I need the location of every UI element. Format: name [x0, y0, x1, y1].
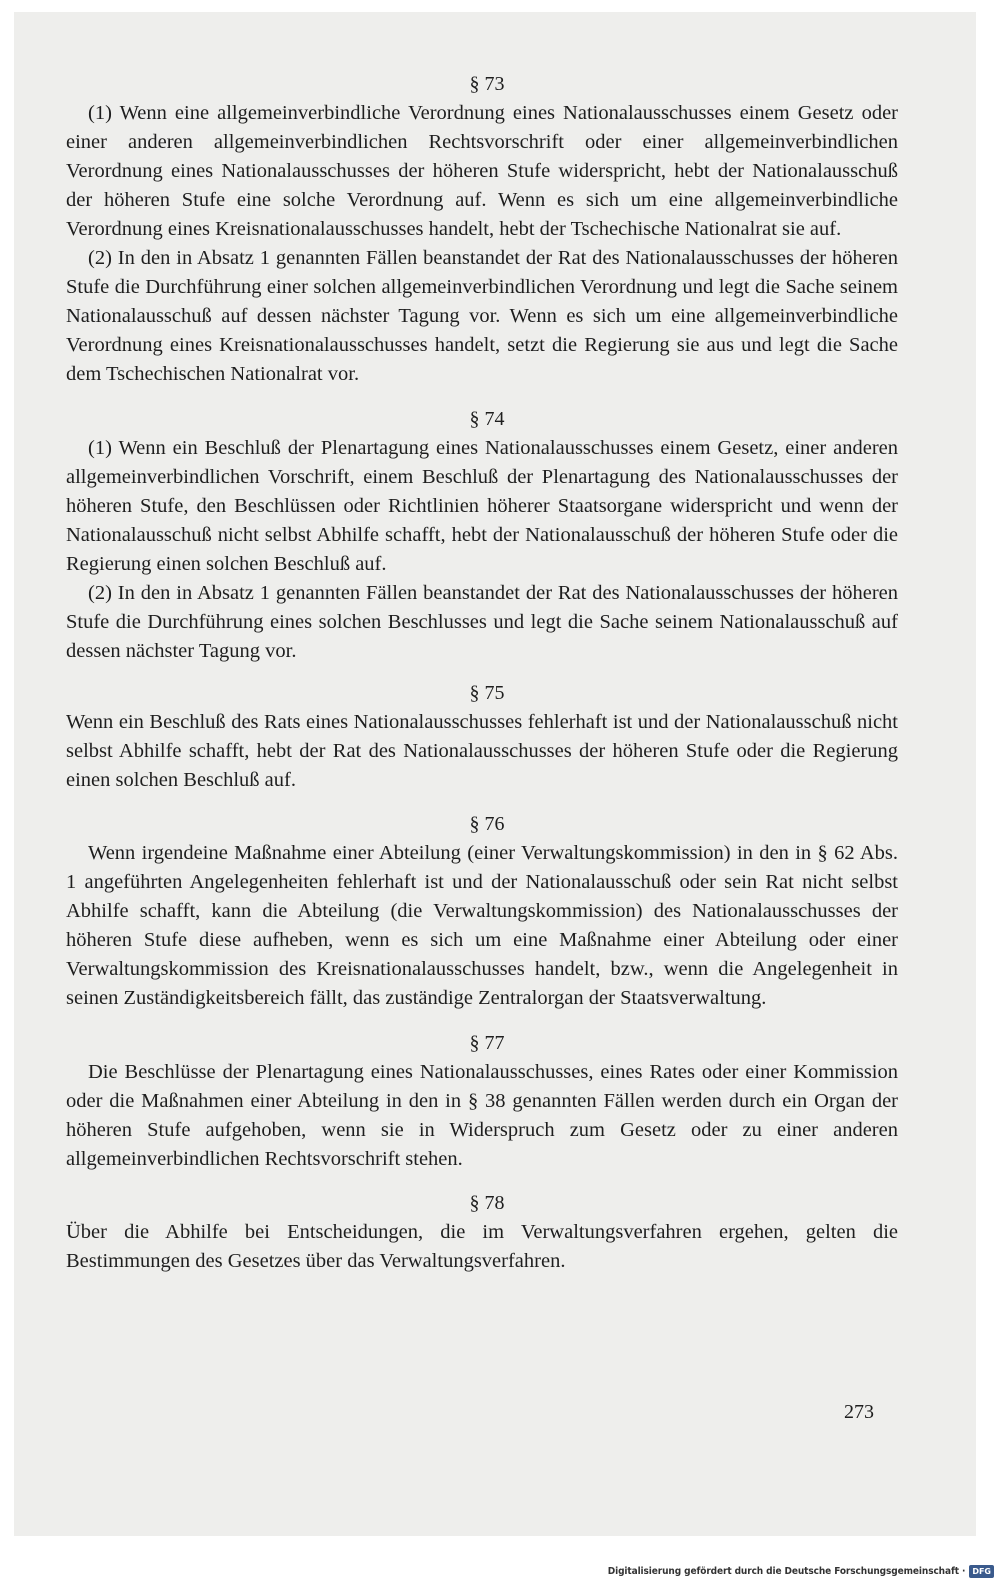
- scanned-page: [14, 12, 976, 1536]
- section-73-paragraph-1: (1) Wenn eine allgemeinverbindliche Verordnung eines Nationalausschusses einem Gesetz oder einer anderen allgemeinverbindlichen Rechtsvorschrift oder einer allgemeinverbindlichen Verordnung eines Nationalausschusses der höheren Stufe widerspricht, hebt der Nationalausschuß der höheren Stufe eine solche Verordnung auf. Wenn es sich um eine allgemeinverbindliche Verordnung eines Kreisnationalausschusses handelt, hebt der Tschechische Nationalrat sie auf.: [66, 102, 898, 240]
- digitization-footer: [608, 1565, 994, 1578]
- section-heading-76: § 76: [469, 813, 505, 835]
- section-heading-75: § 75: [469, 682, 505, 704]
- dfg-logo-icon: DFG: [969, 1565, 994, 1578]
- section-76: [66, 810, 898, 1013]
- section-74-paragraph-1: (1) Wenn ein Beschluß der Plenartagung eines Nationalausschusses einem Gesetz, einer anderen allgemeinverbindlichen Vorschrift, einem Beschluß der Plenartagung des Nationalausschusses der höheren Stufe, den Beschlüssen oder Richtlinien höherer Staatsorgane widerspricht und wenn der Nationalausschuß nicht selbst Abhilfe schafft, hebt der Nationalausschuß der höheren Stufe oder die Regierung einen solchen Beschluß auf.: [66, 437, 898, 575]
- section-heading-73: § 73: [469, 73, 505, 95]
- page-body: [66, 70, 898, 1276]
- section-75: [66, 679, 898, 795]
- section-78: [66, 1189, 898, 1276]
- section-heading-77: § 77: [469, 1032, 505, 1054]
- funding-credit: Digitalisierung gefördert durch die Deutsche Forschungsgemeinschaft ·: [607, 1566, 966, 1577]
- section-73: [66, 70, 898, 389]
- section-74: [66, 405, 898, 666]
- section-76-paragraph-1: Wenn irgendeine Maßnahme einer Abteilung (einer Verwaltungskommission) in den in § 62 Abs. 1 angeführten Angelegenheiten fehlerhaft ist und der Nationalausschuß oder sein Rat nicht selbst Abhilfe schafft, kann die Abteilung (die Verwaltungskommission) des Nationalausschusses der höheren Stufe diese aufheben, wenn es sich um eine Maßnahme einer Abteilung oder einer Verwaltungskommission des Kreisnationalausschusses handelt, bzw., wenn die Angelegenheit in seinen Zuständigkeitsbereich fällt, das zuständige Zentralorgan der Staatsverwaltung.: [66, 842, 898, 1009]
- section-74-paragraph-2: (2) In den in Absatz 1 genannten Fällen beanstandet der Rat des Nationalausschusses der höheren Stufe die Durchführung eines solchen Beschlusses und legt die Sache seinem Nationalausschuß auf dessen nächster Tagung vor.: [66, 582, 898, 662]
- section-heading-78: § 78: [469, 1192, 505, 1214]
- page-number: 273: [844, 1401, 874, 1423]
- section-75-paragraph-1: Wenn ein Beschluß des Rats eines Nationalausschusses fehlerhaft ist und der Nationalausschuß nicht selbst Abhilfe schafft, hebt der Rat des Nationalausschusses der höheren Stufe oder die Regierung einen solchen Beschluß auf.: [66, 711, 898, 791]
- section-heading-74: § 74: [469, 408, 505, 430]
- section-77: [66, 1029, 898, 1174]
- section-73-paragraph-2: (2) In den in Absatz 1 genannten Fällen beanstandet der Rat des Nationalausschusses der höheren Stufe die Durchführung einer solchen allgemeinverbindlichen Verordnung und legt die Sache seinem Nationalausschuß auf dessen nächster Tagung vor. Wenn es sich um eine allgemeinverbindliche Verordnung eines Kreisnationalausschusses handelt, setzt die Regierung sie aus und legt die Sache dem Tschechischen Nationalrat vor.: [66, 247, 898, 385]
- section-78-paragraph-1: Über die Abhilfe bei Entscheidungen, die im Verwaltungsverfahren ergehen, gelten die Bestimmungen des Gesetzes über das Verwaltungsverfahren.: [66, 1221, 898, 1272]
- section-77-paragraph-1: Die Beschlüsse der Plenartagung eines Nationalausschusses, eines Rates oder einer Kommission oder die Maßnahmen einer Abteilung in den in § 38 genannten Fällen werden durch ein Organ der höheren Stufe aufgehoben, wenn sie in Widerspruch zum Gesetz oder zu einer anderen allgemeinverbindlichen Rechtsvorschrift stehen.: [66, 1061, 898, 1170]
